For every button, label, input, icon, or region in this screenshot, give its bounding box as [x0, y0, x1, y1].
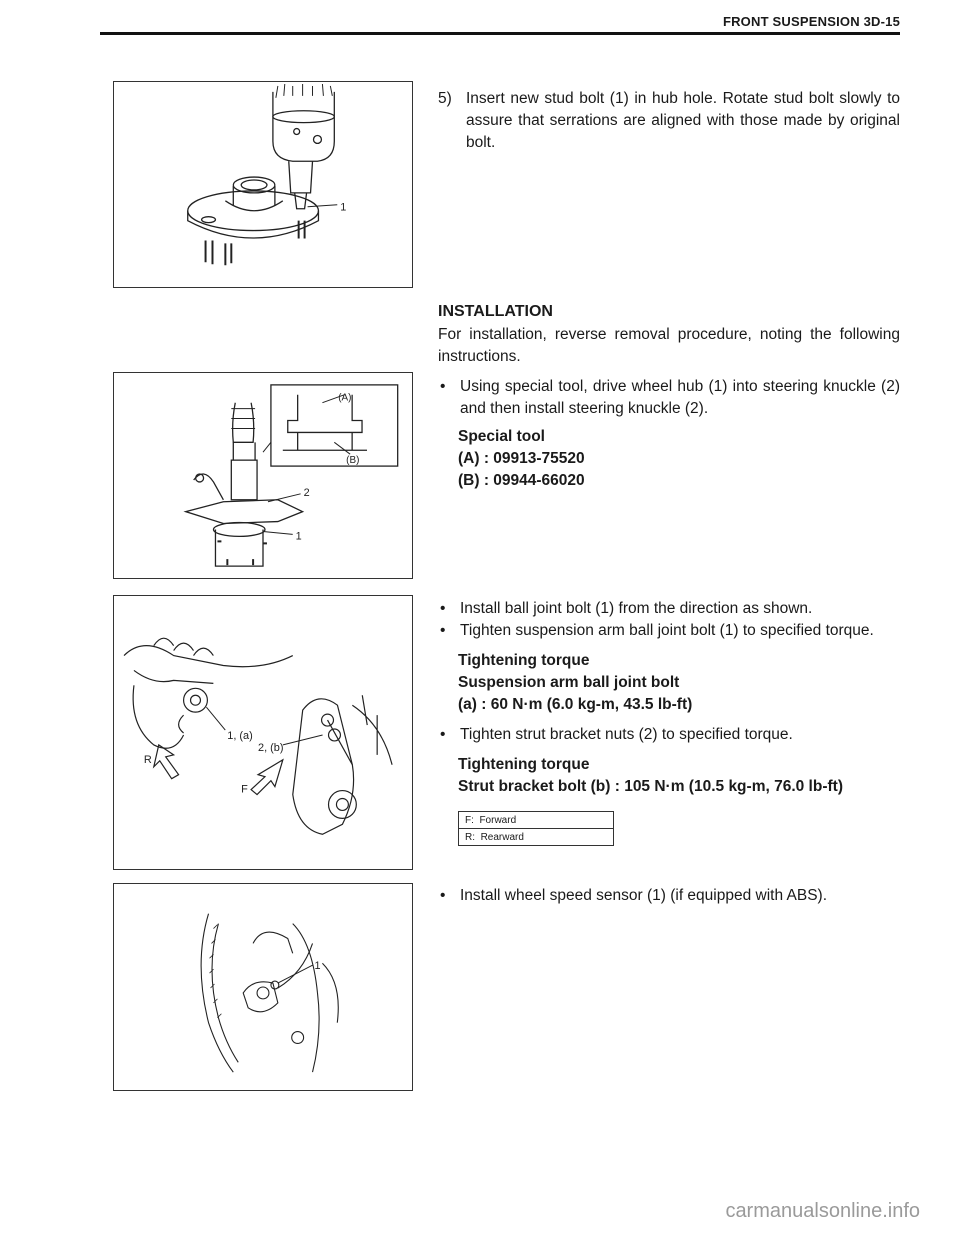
fig3-callout-2b: 2, (b) — [258, 741, 284, 754]
figure-ball-joint — [113, 595, 413, 870]
block-hub-install — [438, 376, 900, 492]
figure-stud-bolt — [113, 81, 413, 288]
fig3-label-r: R — [143, 753, 152, 766]
watermark: carmanualsonline.info — [725, 1200, 920, 1222]
torque-label: Tightening torque — [458, 652, 590, 669]
stud-bolt-illustration — [114, 82, 412, 287]
legend-row — [459, 812, 614, 829]
bullet-item — [438, 620, 900, 642]
bullet-item — [438, 376, 900, 420]
ball-joint-illustration — [114, 596, 412, 869]
installation-heading: INSTALLATION — [438, 303, 553, 320]
torque-value: (a) : 60 N·m (6.0 kg-m, 43.5 lb-ft) — [458, 696, 693, 713]
fig2-callout-2: 2 — [303, 486, 310, 499]
legend-cell: R: Rearward — [459, 829, 614, 846]
arrow-forward-icon — [251, 760, 283, 795]
bullet-text: Using special tool, drive wheel hub (1) into steering knuckle (2) and then install steering knuckle (2). — [460, 378, 900, 417]
torque-label-2: Tightening torque — [458, 756, 590, 773]
direction-legend — [458, 811, 614, 846]
header-rule — [100, 32, 900, 35]
special-tool-a: (A) : 09913-75520 — [458, 450, 585, 467]
bullet-symbol: • — [440, 600, 446, 617]
legend-row — [459, 829, 614, 846]
special-tool-label: Special tool — [458, 428, 545, 445]
step-5-text: Insert new stud bolt (1) in hub hole. Rotate stud bolt slowly to assure that serrations are aligned with those made by original bolt. — [466, 90, 900, 151]
fig3-label-f: F — [241, 783, 248, 796]
figure-speed-sensor — [113, 883, 413, 1091]
bullet-symbol: • — [440, 726, 446, 743]
fig2-label-b: (B) — [346, 455, 360, 467]
speed-sensor-illustration — [114, 884, 412, 1090]
bullet-text: Install wheel speed sensor (1) (if equipped with ABS). — [460, 887, 828, 904]
step-number: 5) — [438, 90, 452, 107]
bullet-text: Tighten strut bracket nuts (2) to specified torque. — [460, 726, 793, 743]
torque-value-2: Strut bracket bolt (b) : 105 N·m (10.5 kg-m, 76.0 lb-ft) — [458, 778, 843, 795]
bullet-item — [438, 598, 900, 620]
bullet-text: Tighten suspension arm ball joint bolt (1) to specified torque. — [460, 622, 874, 639]
legend-cell: F: Forward — [459, 812, 614, 829]
fig3-callout-1a: 1, (a) — [227, 729, 253, 742]
wheel-hub-illustration — [114, 373, 412, 578]
installation-intro: For installation, reverse removal procedure, noting the following instructions. — [438, 326, 900, 365]
fig2-label-a: (A) — [338, 392, 352, 404]
block-speed-sensor — [438, 885, 900, 907]
bullet-symbol: • — [440, 622, 446, 639]
bullet-item — [438, 885, 900, 907]
bullet-symbol: • — [440, 378, 446, 395]
torque-item: Suspension arm ball joint bolt — [458, 674, 680, 691]
bullet-item — [438, 724, 900, 746]
bullet-symbol: • — [440, 887, 446, 904]
step-5 — [438, 88, 900, 154]
block-ball-joint — [438, 598, 900, 798]
bullet-text: Install ball joint bolt (1) from the direction as shown. — [460, 600, 813, 617]
arrow-rearward-icon — [154, 745, 179, 779]
figure-wheel-hub-install — [113, 372, 413, 579]
fig4-callout-1: 1 — [314, 960, 321, 973]
fig2-callout-1: 1 — [295, 530, 302, 543]
fig1-callout-1: 1 — [340, 201, 347, 214]
special-tool-b: (B) : 09944-66020 — [458, 472, 585, 489]
page-header-title: FRONT SUSPENSION 3D-15 — [722, 14, 900, 29]
